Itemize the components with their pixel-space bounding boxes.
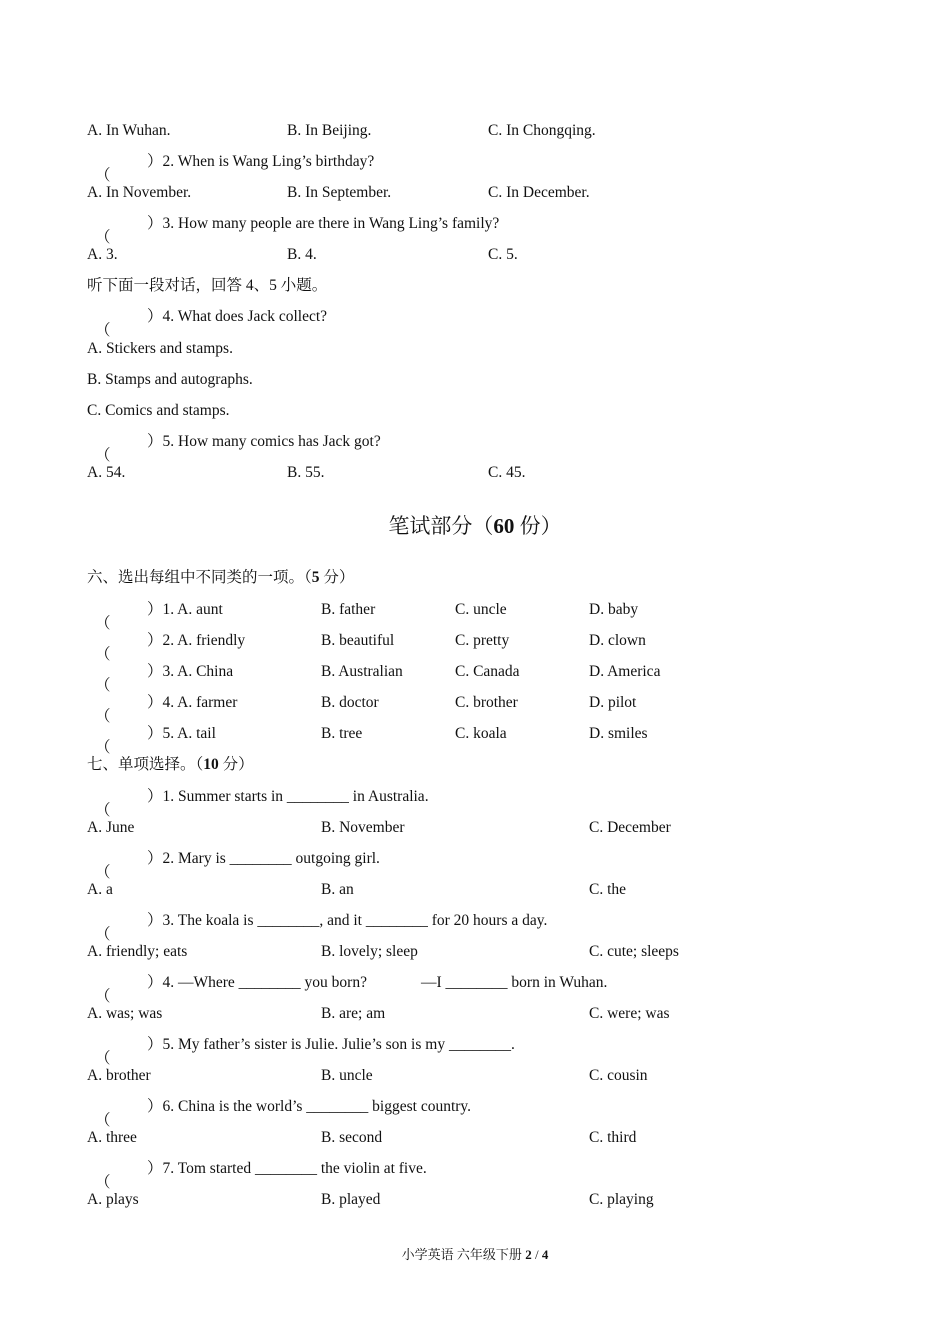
- option-b: B. an: [321, 881, 354, 898]
- question-line: （ ）4. A. farmer: [95, 694, 238, 725]
- page-footer: 小学英语 六年级下册 2 / 4: [401, 1247, 549, 1262]
- listening-instruction: 听下面一段对话，回答 4、5 小题。: [87, 277, 328, 294]
- question-text: ）4. —Where ________ you born?: [147, 974, 367, 991]
- option-b: B. November: [321, 819, 405, 836]
- question-line: （ ）1. Summer starts in ________ in Australia.: [95, 788, 429, 819]
- section-heading: 七、单项选择。（10 分）: [87, 756, 254, 773]
- question-line: （ ）2. Mary is ________ outgoing girl.: [95, 850, 380, 881]
- option-a: A. plays: [87, 1191, 139, 1208]
- option-c: C. cute; sleeps: [589, 943, 679, 960]
- option-b: B. father: [321, 601, 376, 618]
- question-line: （ ）1. A. aunt: [95, 601, 223, 632]
- option-b: B. are; am: [321, 1005, 386, 1022]
- option-a: A. Stickers and stamps.: [87, 340, 233, 357]
- option-b: B. second: [321, 1129, 383, 1146]
- option-a: A. brother: [87, 1067, 151, 1084]
- option-a: A. friendly; eats: [87, 943, 188, 960]
- question-line: （ ）7. Tom started ________ the violin at five.: [95, 1160, 427, 1191]
- question-text: ）5. How many comics has Jack got?: [147, 433, 381, 450]
- option-c: C. third: [589, 1129, 637, 1146]
- question-line: （ ）4. —Where ________ you born?: [95, 974, 367, 1005]
- question-line: （ ）2. When is Wang Ling’s birthday?: [95, 153, 375, 184]
- option-c: C. koala: [455, 725, 507, 742]
- question-text: ）3. A. China: [147, 663, 234, 680]
- question-text: ）3. The koala is ________, and it ________ for 20 hours a day.: [147, 912, 548, 929]
- option-a: A. In November.: [87, 184, 192, 201]
- option-b: B. beautiful: [321, 632, 395, 649]
- option-b: B. In Beijing.: [287, 122, 372, 139]
- question-text: ）1. Summer starts in ________ in Australia.: [147, 788, 429, 805]
- question-text: ）6. China is the world’s ________ biggest country.: [147, 1098, 472, 1115]
- question-line: （ ）3. How many people are there in Wang Ling’s family?: [95, 215, 500, 246]
- option-c: C. uncle: [455, 601, 507, 618]
- question-text: ）2. Mary is ________ outgoing girl.: [147, 850, 380, 867]
- option-b: B. doctor: [321, 694, 379, 711]
- option-b: B. In September.: [287, 184, 392, 201]
- question-text: ）2. When is Wang Ling’s birthday?: [147, 153, 375, 170]
- question-line: （ ）5. How many comics has Jack got?: [95, 433, 381, 464]
- option-d: D. pilot: [589, 694, 637, 711]
- question-text: ）4. A. farmer: [147, 694, 238, 711]
- question-line: （ ）5. My father’s sister is Julie. Julie’s son is my ________.: [95, 1036, 515, 1067]
- question-line: （ ）5. A. tail: [95, 725, 216, 756]
- option-a: A. In Wuhan.: [87, 122, 171, 139]
- question-line: （ ）6. China is the world’s ________ biggest country.: [95, 1098, 472, 1129]
- option-b: B. played: [321, 1191, 381, 1208]
- option-c: C. December: [589, 819, 671, 836]
- question-line: （ ）3. A. China: [95, 663, 234, 694]
- question-line: （ ）4. What does Jack collect?: [95, 308, 328, 339]
- question-text: ）5. A. tail: [147, 725, 216, 742]
- question-line: （ ）2. A. friendly: [95, 632, 246, 663]
- question-line: （ ）3. The koala is ________, and it ________ for 20 hours a day.: [95, 912, 548, 943]
- question-text: ）4. What does Jack collect?: [147, 308, 328, 325]
- question-text: ）1. A. aunt: [147, 601, 223, 618]
- option-b: B. tree: [321, 725, 363, 742]
- option-b: B. uncle: [321, 1067, 373, 1084]
- question-text: ）2. A. friendly: [147, 632, 246, 649]
- option-c: C. playing: [589, 1191, 654, 1208]
- section-heading: 六、选出每组中不同类的一项。（5 分）: [87, 569, 355, 586]
- question-text: ）5. My father’s sister is Julie. Julie’s son is my ________.: [147, 1036, 515, 1053]
- option-b: B. 4.: [287, 246, 317, 263]
- option-d: D. America: [589, 663, 661, 680]
- option-b: B. Stamps and autographs.: [87, 371, 253, 388]
- option-c: C. were; was: [589, 1005, 670, 1022]
- option-a: A. three: [87, 1129, 137, 1146]
- option-c: C. 45.: [488, 464, 526, 481]
- option-a: A. 54.: [87, 464, 126, 481]
- option-c: C. pretty: [455, 632, 510, 649]
- option-c: C. Canada: [455, 663, 520, 680]
- option-a: A. a: [87, 881, 113, 898]
- question-text: ）3. How many people are there in Wang Ling’s family?: [147, 215, 500, 232]
- option-d: D. baby: [589, 601, 639, 618]
- option-c: C. Comics and stamps.: [87, 402, 230, 419]
- option-a: A. June: [87, 819, 135, 836]
- option-c: C. 5.: [488, 246, 518, 263]
- option-c: C. the: [589, 881, 627, 898]
- question-text-reply: —I ________ born in Wuhan.: [421, 974, 608, 991]
- option-a: A. was; was: [87, 1005, 163, 1022]
- option-d: D. clown: [589, 632, 646, 649]
- option-b: B. Australian: [321, 663, 403, 680]
- question-text: ）7. Tom started ________ the violin at five.: [147, 1160, 427, 1177]
- written-part-title: 笔试部分（60 份）: [388, 514, 562, 538]
- option-c: C. cousin: [589, 1067, 648, 1084]
- option-c: C. In Chongqing.: [488, 122, 596, 139]
- option-a: A. 3.: [87, 246, 118, 263]
- option-b: B. lovely; sleep: [321, 943, 418, 960]
- option-c: C. brother: [455, 694, 518, 711]
- option-d: D. smiles: [589, 725, 648, 742]
- option-b: B. 55.: [287, 464, 325, 481]
- option-c: C. In December.: [488, 184, 590, 201]
